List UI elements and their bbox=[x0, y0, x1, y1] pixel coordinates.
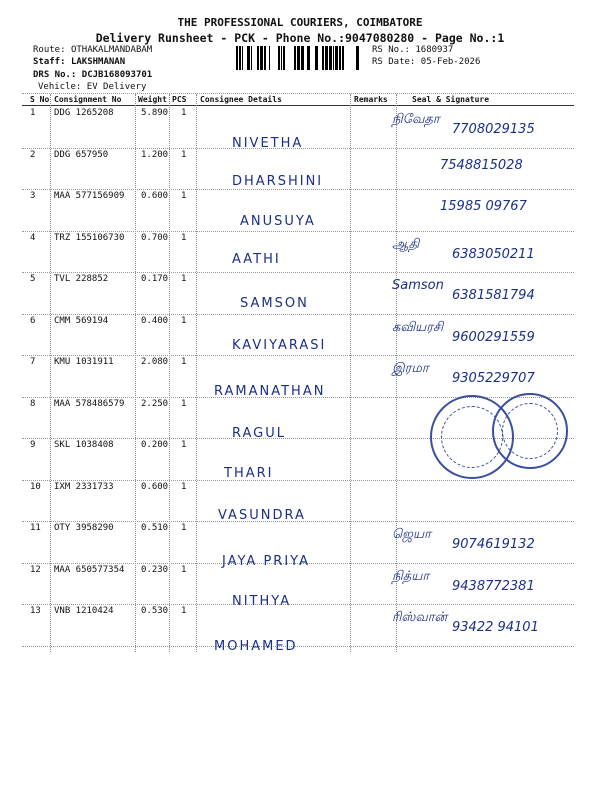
route-label: Route: bbox=[33, 45, 66, 55]
row-pcs: 1 bbox=[181, 481, 187, 492]
row-weight: 5.890 bbox=[141, 108, 169, 118]
row-consignment-no: DDG 657950 bbox=[54, 149, 109, 160]
row-divider bbox=[22, 314, 574, 315]
barcode-bar bbox=[247, 46, 250, 70]
row-divider bbox=[22, 646, 574, 647]
header-rule bbox=[22, 105, 574, 106]
rs-no-line bbox=[372, 45, 453, 55]
row-phone: 6381581794 bbox=[452, 288, 535, 303]
row-pcs: 1 bbox=[181, 315, 187, 326]
row-divider bbox=[22, 480, 574, 481]
row-weight: 0.510 bbox=[141, 523, 169, 533]
drs-label: DRS No.: bbox=[33, 70, 77, 80]
barcode-bar bbox=[260, 46, 263, 70]
row-sno: 1 bbox=[30, 108, 36, 118]
row-consignment-no: TRZ 155106730 bbox=[54, 232, 125, 243]
barcode-bar bbox=[333, 46, 334, 70]
row-phone: 15985 09767 bbox=[440, 199, 527, 214]
rs-no-value: 1680937 bbox=[415, 45, 454, 55]
row-sno: 4 bbox=[30, 232, 36, 243]
row-sno: 10 bbox=[30, 481, 41, 492]
col-consignment: Consignment No bbox=[54, 95, 122, 104]
row-consignment-no: CMM 569194 bbox=[54, 315, 109, 326]
row-pcs: 1 bbox=[181, 398, 187, 409]
row-sno: 8 bbox=[30, 398, 36, 409]
barcode-bar bbox=[283, 46, 285, 70]
barcode-bar bbox=[356, 46, 359, 70]
row-weight: 0.600 bbox=[141, 481, 169, 492]
office-seal-stamp bbox=[492, 393, 568, 469]
row-weight: 0.170 bbox=[141, 274, 169, 284]
barcode-bar bbox=[294, 46, 296, 70]
row-signature: இரமா bbox=[392, 361, 429, 376]
runsheet-subtitle: Delivery Runsheet - PCK - Phone No.:9047080280 - Page No.:1 bbox=[95, 31, 505, 45]
col-sno: S No bbox=[30, 95, 50, 104]
route-line bbox=[33, 45, 152, 55]
barcode-bar bbox=[278, 46, 280, 70]
vehicle-label: Vehicle: bbox=[38, 82, 82, 92]
col-pcs: PCS bbox=[172, 95, 187, 104]
row-weight: 0.200 bbox=[141, 440, 169, 450]
row-signature: ஜெயா bbox=[392, 527, 431, 542]
row-consignment-no: SKL 1038408 bbox=[54, 440, 114, 450]
row-signature: ஆதி bbox=[392, 236, 420, 252]
row-pcs: 1 bbox=[181, 191, 187, 201]
row-consignee-name: NIVETHA bbox=[232, 136, 304, 151]
row-weight: 0.530 bbox=[141, 606, 169, 616]
row-consignee-name: RAGUL bbox=[232, 426, 287, 441]
row-pcs: 1 bbox=[181, 357, 187, 367]
row-consignee-name: THARI bbox=[224, 466, 274, 481]
drs-value: DCJB168093701 bbox=[81, 70, 153, 80]
col-weight: Weight bbox=[138, 95, 167, 104]
row-consignee-name: JAYA PRIYA bbox=[222, 554, 310, 569]
row-sno: 13 bbox=[30, 606, 41, 616]
staff-value: LAKSHMANAN bbox=[70, 57, 126, 67]
row-sno: 11 bbox=[30, 523, 41, 533]
rs-date-line bbox=[372, 57, 480, 67]
row-divider bbox=[22, 355, 574, 356]
row-consignee-name: MOHAMED bbox=[214, 639, 298, 654]
col-divider bbox=[196, 94, 197, 652]
vehicle-value: EV Delivery bbox=[86, 82, 147, 92]
row-consignee-name: NITHYA bbox=[232, 594, 292, 609]
barcode-bar bbox=[257, 46, 259, 70]
table-top-rule bbox=[22, 93, 574, 94]
barcode-bar bbox=[251, 46, 252, 70]
row-weight: 1.200 bbox=[141, 149, 169, 160]
col-remarks: Remarks bbox=[354, 95, 388, 104]
row-pcs: 1 bbox=[181, 564, 187, 575]
barcode-bar bbox=[329, 46, 332, 70]
row-sno: 12 bbox=[30, 564, 41, 575]
row-sno: 9 bbox=[30, 440, 36, 450]
row-phone: 6383050211 bbox=[452, 246, 535, 262]
row-phone: 7548815028 bbox=[440, 157, 523, 173]
row-consignee-name: ANUSUYA bbox=[240, 214, 316, 229]
row-pcs: 1 bbox=[181, 606, 187, 616]
row-consignee-name: AATHI bbox=[232, 252, 281, 267]
barcode-bar bbox=[315, 46, 318, 70]
barcode-bar bbox=[281, 46, 282, 70]
row-sno: 5 bbox=[30, 274, 36, 284]
row-phone: 9305229707 bbox=[452, 371, 535, 386]
row-pcs: 1 bbox=[181, 440, 187, 450]
row-weight: 0.230 bbox=[141, 564, 169, 575]
row-sno: 2 bbox=[30, 149, 36, 160]
row-weight: 0.600 bbox=[141, 191, 169, 201]
barcode-bar bbox=[236, 46, 238, 70]
row-signature: கவியரசி bbox=[392, 319, 444, 335]
row-pcs: 1 bbox=[181, 523, 187, 533]
row-divider bbox=[22, 604, 574, 605]
row-phone: 7708029135 bbox=[452, 122, 535, 137]
seal-inner-ring bbox=[502, 403, 558, 459]
barcode-bar bbox=[335, 46, 338, 70]
row-consignment-no: MAA 577156909 bbox=[54, 191, 125, 201]
row-signature: Samson bbox=[392, 278, 444, 293]
row-consignee-name: SAMSON bbox=[240, 296, 309, 311]
row-consignment-no: VNB 1210424 bbox=[54, 606, 114, 616]
barcode-bar bbox=[269, 46, 270, 70]
runsheet-barcode bbox=[236, 46, 366, 70]
row-weight: 0.400 bbox=[141, 315, 169, 326]
row-consignee-name: VASUNDRA bbox=[218, 508, 306, 523]
row-pcs: 1 bbox=[181, 274, 187, 284]
barcode-bar bbox=[297, 46, 300, 70]
rs-date-value: 05-Feb-2026 bbox=[420, 57, 481, 67]
row-phone: 93422 94101 bbox=[452, 620, 539, 635]
row-phone: 9074619132 bbox=[452, 537, 535, 552]
row-weight: 2.080 bbox=[141, 357, 169, 367]
row-consignee-name: KAVIYARASI bbox=[232, 338, 327, 353]
col-divider bbox=[50, 94, 51, 652]
barcode-bar bbox=[339, 46, 341, 70]
row-pcs: 1 bbox=[181, 149, 187, 160]
col-consignee: Consignee Details bbox=[200, 95, 282, 104]
route-value: OTHAKALMANDABAM bbox=[70, 45, 153, 55]
col-seal-signature: Seal & Signature bbox=[412, 95, 490, 104]
row-divider bbox=[22, 231, 574, 232]
col-divider bbox=[169, 94, 170, 652]
barcode-bar bbox=[239, 46, 241, 70]
rs-no-label: RS No.: bbox=[372, 45, 410, 55]
row-consignment-no: IXM 2331733 bbox=[54, 481, 114, 492]
row-signature: நித்யா bbox=[392, 568, 430, 584]
barcode-bar bbox=[322, 46, 324, 70]
barcode-bar bbox=[301, 46, 304, 70]
row-sno: 7 bbox=[30, 357, 36, 367]
row-consignee-name: RAMANATHAN bbox=[214, 384, 326, 399]
barcode-bar bbox=[264, 46, 266, 70]
staff-label: Staff: bbox=[33, 57, 66, 67]
row-consignee-name: DHARSHINI bbox=[232, 174, 324, 189]
row-signature: நிவேதா bbox=[392, 112, 440, 127]
col-divider bbox=[350, 94, 351, 652]
row-phone: 9438772381 bbox=[452, 578, 535, 594]
row-divider bbox=[22, 189, 574, 190]
row-pcs: 1 bbox=[181, 108, 187, 118]
row-sno: 3 bbox=[30, 191, 36, 201]
barcode-bar bbox=[342, 46, 344, 70]
staff-line bbox=[33, 57, 125, 67]
row-consignment-no: MAA 650577354 bbox=[54, 564, 125, 575]
row-consignment-no: KMU 1031911 bbox=[54, 357, 114, 367]
row-sno: 6 bbox=[30, 315, 36, 326]
company-title: THE PROFESSIONAL COURIERS, COIMBATORE bbox=[177, 16, 423, 29]
row-consignment-no: TVL 228852 bbox=[54, 274, 109, 284]
row-phone: 9600291559 bbox=[452, 329, 535, 345]
rs-date-label: RS Date: bbox=[372, 57, 416, 67]
row-divider bbox=[22, 272, 574, 273]
col-divider bbox=[135, 94, 136, 652]
barcode-bar bbox=[242, 46, 243, 70]
row-signature: ரிஸ்வான் bbox=[392, 610, 448, 625]
row-pcs: 1 bbox=[181, 232, 187, 243]
vehicle-line bbox=[38, 82, 146, 92]
row-consignment-no: OTY 3958290 bbox=[54, 523, 114, 533]
row-weight: 0.700 bbox=[141, 232, 169, 243]
row-consignment-no: DDG 1265208 bbox=[54, 108, 114, 118]
row-weight: 2.250 bbox=[141, 398, 169, 409]
barcode-bar bbox=[325, 46, 328, 70]
drs-line bbox=[33, 70, 152, 80]
row-consignment-no: MAA 578486579 bbox=[54, 398, 125, 409]
barcode-bar bbox=[307, 46, 310, 70]
